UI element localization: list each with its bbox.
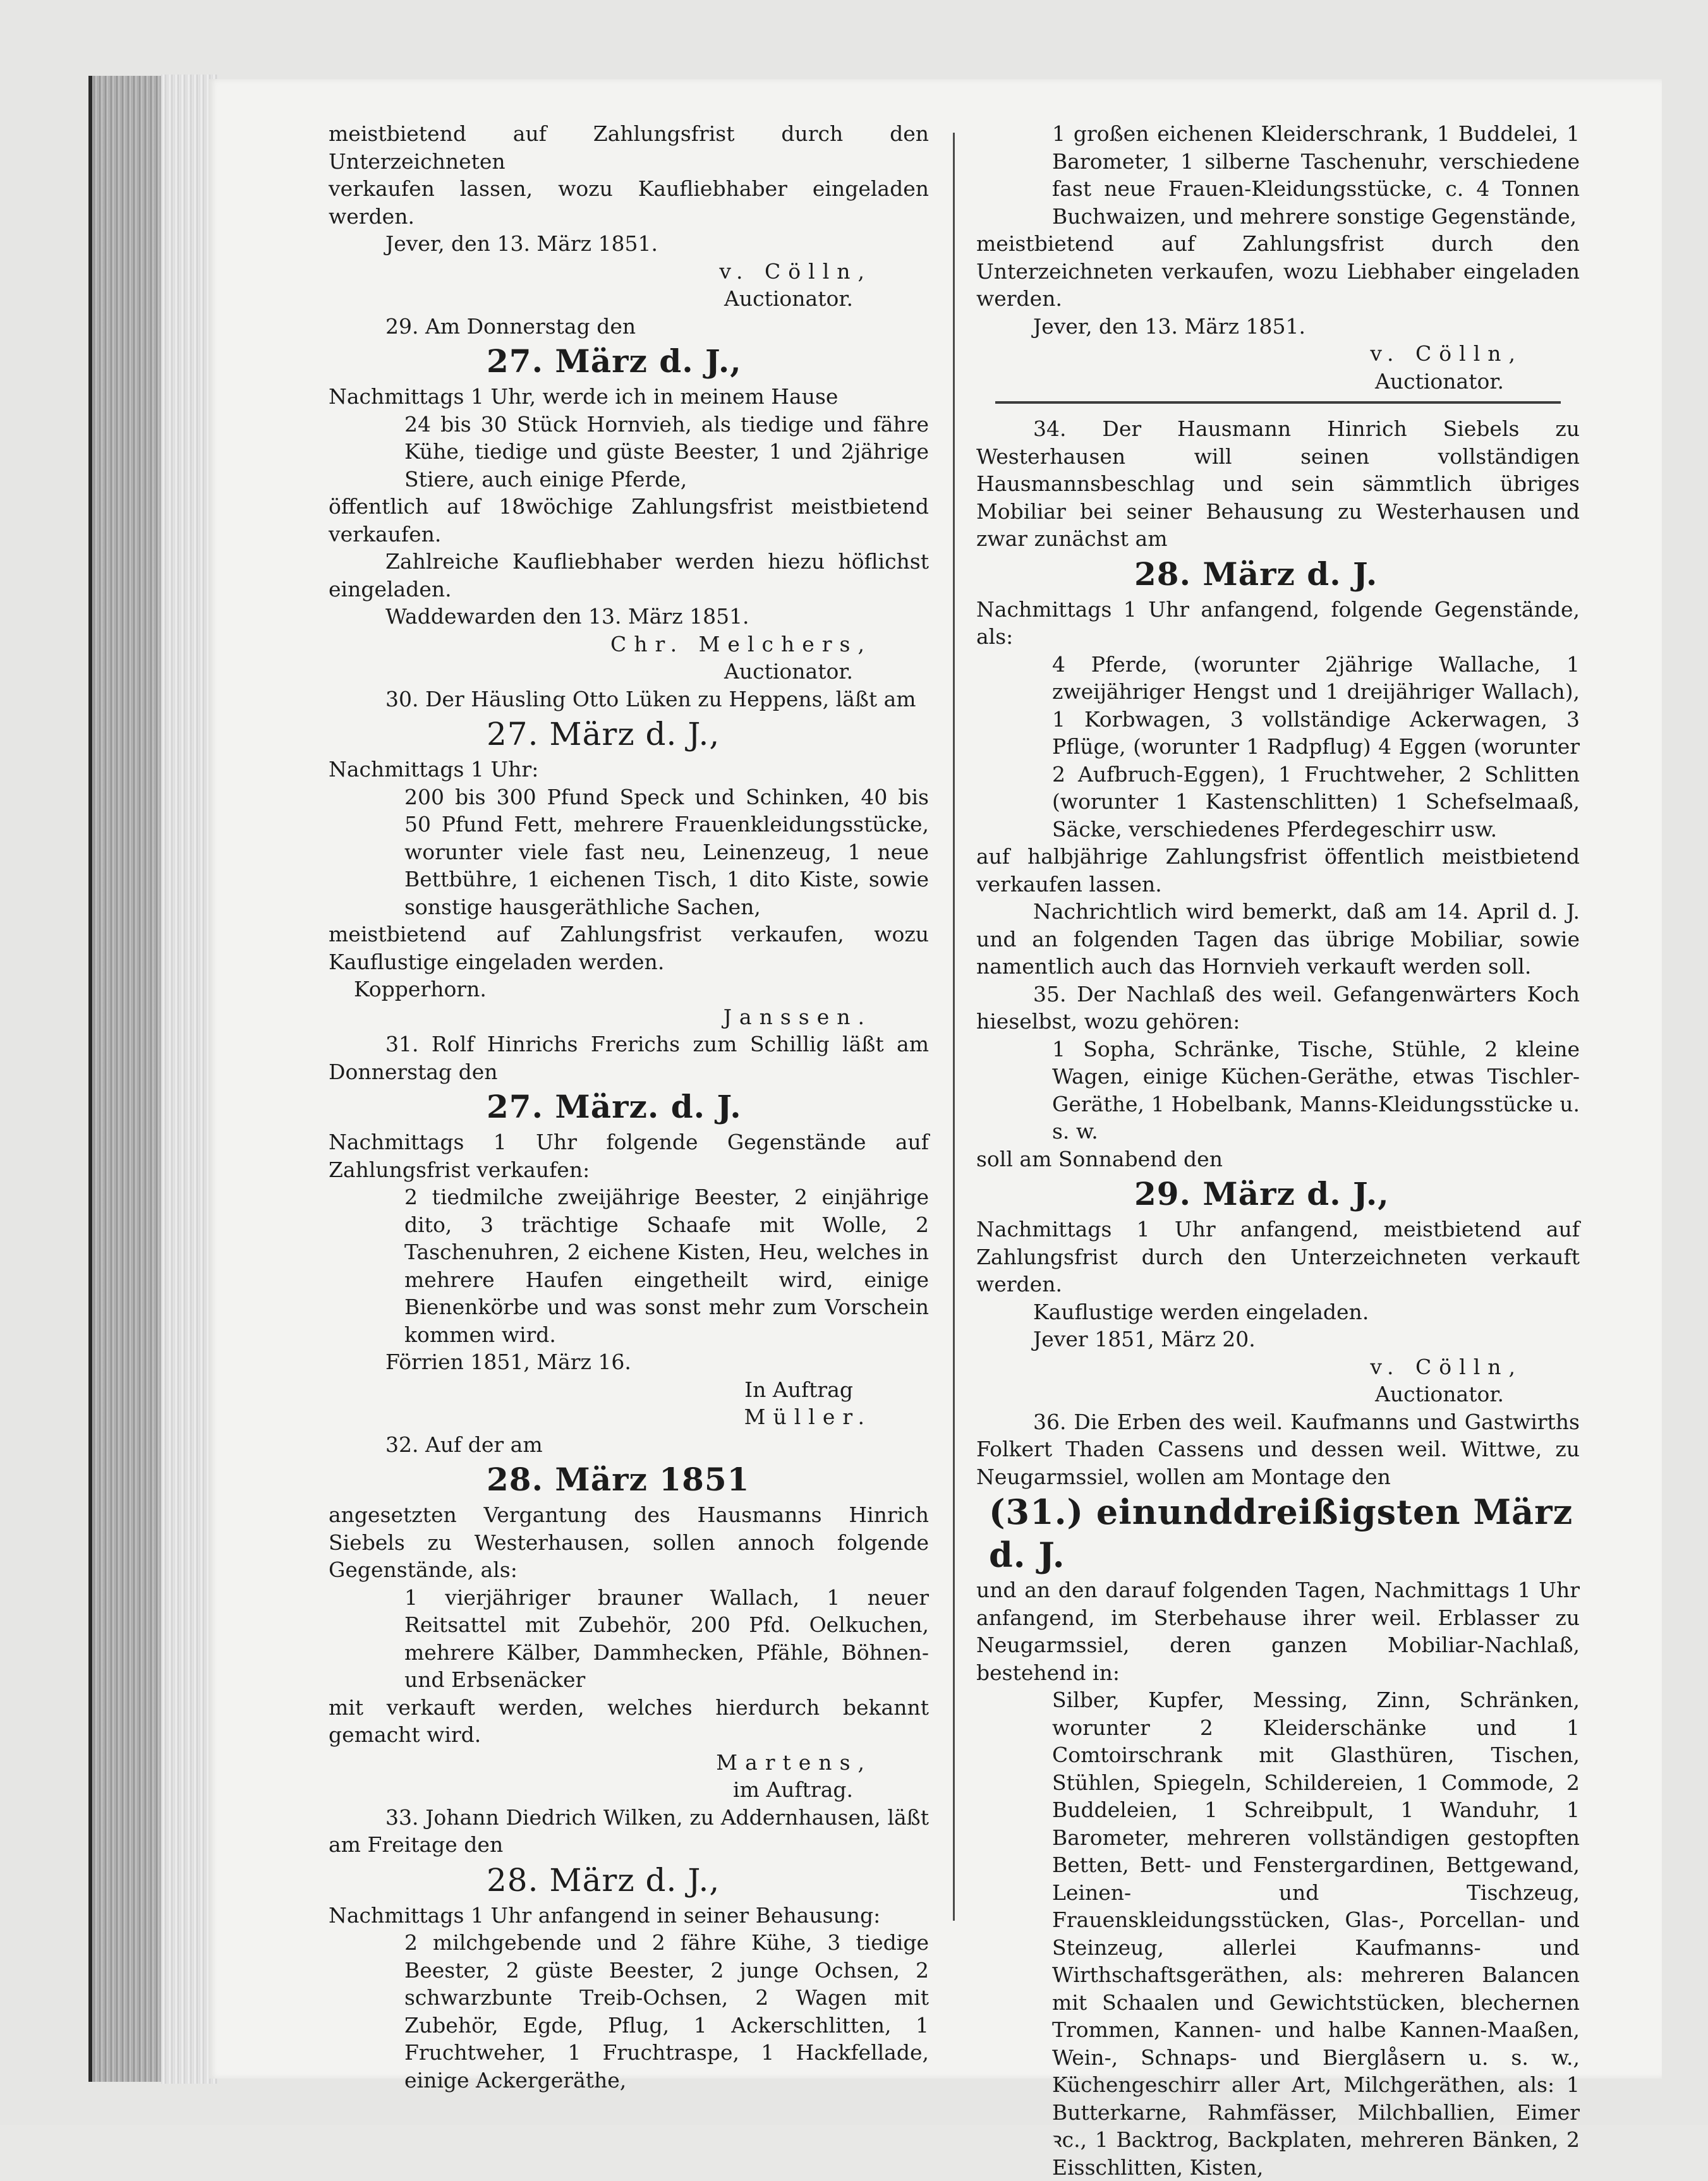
notice-33-items: 2 milchgebende und 2 fähre Kühe, 3 tiedige Beester, 2 güste Beester, 2 junge Ochsen, 2 schwarzbunte Treib-Ochsen, 2 Wagen mit Zubehör, Egde, Pflug, 1 Ackerschlitten, 1 Fruchtweher, 1 Fruchtraspe, 1 Hackfellade, einige Ackergeräthe, — [329, 1929, 929, 2094]
notice-29 — [329, 313, 929, 686]
notice-29-date-heading: 27. März d. J., — [329, 340, 929, 383]
section-rule — [995, 401, 1561, 404]
book-spine — [88, 76, 168, 2082]
left-column — [329, 120, 929, 1978]
continuation-items: 1 großen eichenen Kleiderschrank, 1 Buddelei, 1 Barometer, 1 silberne Taschenuhr, verschiedene fast neue Frauen-Kleidungsstücke, c. 4 Tonnen Buchwaizen, und mehrere sonstige Gegenstände, — [976, 120, 1580, 230]
notice-30-text1: Nachmittags 1 Uhr: — [329, 756, 929, 783]
notice-29-items: 24 bis 30 Stück Hornvieh, als tiedige und fähre Kühe, tiedige und güste Beester, 1 und 2jährige Stiere, auch einige Pferde, — [329, 411, 929, 493]
notice-33-opening: 33. Johann Diedrich Wilken, zu Addernhausen, läßt am Freitage den — [329, 1804, 929, 1859]
notice-34-items: 4 Pferde, (worunter 2jährige Wallache, 1 zweijähriger Hengst und 1 dreijähriger Wallach), 1 Korbwagen, 3 vollständige Ackerwagen, 3 Pflüge, (worunter 1 Radpflug) 4 Eggen (worunter 2 Aufbruch-Eggen), 1 Fruchtweher, 2 Schlitten (worunter 1 Kastenschlitten) 1 Schefselmaaß, Säcke, verschiedenes Pferdegeschirr usw. — [976, 651, 1580, 843]
notice-35-place-date: Jever 1851, März 20. — [976, 1326, 1580, 1353]
notice-34 — [976, 415, 1580, 981]
notice-32-date-heading: 28. März 1851 — [329, 1458, 929, 1501]
notice-30-place: Kopperhorn. — [329, 976, 929, 1003]
continuation-place-date: Jever, den 13. März 1851. — [976, 313, 1580, 341]
notice-35-text2: Nachmittags 1 Uhr anfangend, meistbietend auf Zahlungsfrist durch den Unterzeichneten verkauft werden. — [976, 1216, 1580, 1298]
notice-30-signature: Janssen. — [329, 1003, 929, 1031]
notice-31-date-heading: 27. März. d. J. — [329, 1085, 929, 1128]
right-column — [976, 120, 1580, 1978]
notice-35-opening: 35. Der Nachlaß des weil. Gefangenwärters Koch hieselbst, wozu gehören: — [976, 981, 1580, 1036]
intro-line-2: verkaufen lassen, wozu Kaufliebhaber eingeladen werden. — [329, 175, 929, 230]
intro-place-date: Jever, den 13. März 1851. — [329, 230, 929, 258]
notice-32 — [329, 1431, 929, 1804]
notice-33 — [329, 1804, 929, 2094]
notice-34-text1: Nachmittags 1 Uhr anfangend, folgende Gegenstände, als: — [976, 596, 1580, 651]
notice-31-items: 2 tiedmilche zweijährige Beester, 2 einjährige dito, 3 trächtige Schaafe mit Wolle, 2 Taschenuhren, 2 eichene Kisten, Heu, welches in mehrere Haufen eingetheilt wird, einige Bienenkörbe und was sonst mehr zum Vorschein kommen wird. — [329, 1183, 929, 1348]
notice-31-signature-line2: Müller. — [329, 1403, 929, 1431]
notice-35 — [976, 981, 1580, 1408]
notice-30-opening: 30. Der Häusling Otto Lüken zu Heppens, läßt am — [329, 686, 929, 713]
notice-35-text1: soll am Sonnabend den — [976, 1145, 1580, 1173]
notice-30-items: 200 bis 300 Pfund Speck und Schinken, 40 bis 50 Pfund Fett, mehrere Frauenkleidungsstücke, worunter viele fast neu, Leinenzeug, 1 neue Bettbühre, 1 eichenen Tisch, 1 dito Kiste, sowie sonstige hausgeräthliche Sachen, — [329, 783, 929, 921]
continuation-text: meistbietend auf Zahlungsfrist durch den Unterzeichneten verkaufen, wozu Liebhaber eingeladen werden. — [976, 230, 1580, 313]
notice-29-opening: 29. Am Donnerstag den — [329, 313, 929, 341]
notice-29-place-date: Waddewarden den 13. März 1851. — [329, 603, 929, 631]
notice-32-signature-line1: Martens, — [329, 1749, 929, 1777]
notice-34-date-heading: 28. März d. J. — [976, 553, 1580, 596]
notice-31-text1: Nachmittags 1 Uhr folgende Gegenstände auf Zahlungsfrist verkaufen: — [329, 1128, 929, 1183]
notice-35-signature-name: v. Cölln, — [976, 1353, 1580, 1381]
notice-29-signature-name: Chr. Melchers, — [329, 631, 929, 658]
notice-36-opening: 36. Die Erben des weil. Kaufmanns und Gastwirths Folkert Thaden Cassens und dessen weil. Wittwe, zu Neugarmssiel, wollen am Montage den — [976, 1408, 1580, 1491]
notice-32-text1: angesetzten Vergantung des Hausmanns Hinrich Siebels zu Westerhausen, sollen annoch folgende Gegenstände, als: — [329, 1501, 929, 1584]
notice-31-signature-line1: In Auftrag — [329, 1376, 929, 1404]
notice-34-text3: Nachrichtlich wird bemerkt, daß am 14. April d. J. und an folgenden Tagen das übrige Mobiliar, sowie namentlich auch das Hornvieh verkauft werden soll. — [976, 898, 1580, 981]
notice-35-date-heading: 29. März d. J., — [976, 1173, 1580, 1216]
notice-32-text2: mit verkauft werden, welches hierdurch bekannt gemacht wird. — [329, 1694, 929, 1749]
continuation-signature-name: v. Cölln, — [976, 340, 1580, 368]
notice-29-text2: öffentlich auf 18wöchige Zahlungsfrist meistbietend verkaufen. — [329, 493, 929, 548]
notice-31-place-date: Förrien 1851, März 16. — [329, 1348, 929, 1376]
notice-33-date-heading: 28. März d. J., — [329, 1859, 929, 1902]
notice-30 — [329, 686, 929, 1031]
continuation-signature-title: Auctionator. — [976, 368, 1580, 396]
notice-31-opening: 31. Rolf Hinrichs Frerichs zum Schillig läßt am Donnerstag den — [329, 1030, 929, 1085]
notice-30-date-heading: 27. März d. J., — [329, 713, 929, 756]
notice-36-text1: und an den darauf folgenden Tagen, Nachmittags 1 Uhr anfangend, im Sterbehause ihrer weil. Erblasser zu Neugarmssiel, deren ganzen Mobiliar-Nachlaß, bestehend in: — [976, 1576, 1580, 1686]
notice-35-items: 1 Sopha, Schränke, Tische, Stühle, 2 kleine Wagen, einige Küchen-Geräthe, etwas Tischler-Geräthe, 1 Hobelbank, Manns-Kleidungsstücke u. s. w. — [976, 1036, 1580, 1145]
intro-signature-name: v. Cölln, — [329, 258, 929, 286]
notice-35-text3: Kauflustige werden eingeladen. — [976, 1298, 1580, 1326]
notice-31 — [329, 1030, 929, 1431]
intro-signature-title: Auctionator. — [329, 285, 929, 313]
notice-29-signature-title: Auctionator. — [329, 658, 929, 686]
notice-35-signature-title: Auctionator. — [976, 1380, 1580, 1408]
notice-33-text1: Nachmittags 1 Uhr anfangend in seiner Behausung: — [329, 1902, 929, 1930]
notice-34-opening: 34. Der Hausmann Hinrich Siebels zu Westerhausen will seinen vollständigen Hausmannsbeschlag und sein sämmtlich übriges Mobiliar bei seiner Behausung zu Westerhausen und zwar zunächst am — [976, 415, 1580, 553]
notice-32-opening: 32. Auf der am — [329, 1431, 929, 1459]
notice-29-text1: Nachmittags 1 Uhr, werde ich in meinem Hause — [329, 383, 929, 411]
notice-32-items: 1 vierjähriger brauner Wallach, 1 neuer Reitsattel mit Zubehör, 200 Pfd. Oelkuchen, mehrere Kälber, Dammhecken, Pfähle, Böhnen- und Erbsenäcker — [329, 1584, 929, 1694]
intro-line-1: meistbietend auf Zahlungsfrist durch den Unterzeichneten — [329, 120, 929, 175]
notice-29-text3: Zahlreiche Kaufliebhaber werden hiezu höflichst eingeladen. — [329, 548, 929, 603]
column-divider — [953, 133, 955, 1921]
notice-36-date-heading: (31.) einunddreißigsten März d. J. — [976, 1490, 1580, 1576]
notice-30-text2: meistbietend auf Zahlungsfrist verkaufen, wozu Kauflustige eingeladen werden. — [329, 921, 929, 976]
notice-36 — [976, 1408, 1580, 2181]
notice-36-items: Silber, Kupfer, Messing, Zinn, Schränken, worunter 2 Kleiderschänke und 1 Comtoirschrank mit Glasthüren, Tischen, Stühlen, Spiegeln, Schildereien, 1 Commode, 2 Buddeleien, 1 Schreibpult, 1 Wanduhr, 1 Barometer, mehreren vollständigen gestopften Betten, Bett- und Fenstergardinen, Bettgewand, Leinen- und Tischzeug, Frauenskleidungsstücken, Glas-, Porcellan- und Steinzeug, allerlei Kaufmanns- und Wirthschaftsgeräthen, als: mehreren Balancen mit Schaalen und Gewichtstücken, blechernen Trommen, Kannen- und halbe Kannen-Maaßen, Wein-, Schnaps- und Bierglåsern u. s. w., Küchengeschirr aller Art, Milchgeräthen, als: 1 Butterkarne, Rahmfässer, Milchballien, Eimer ꝛc., 1 Backtrog, Backplaten, mehreren Bänken, 2 Eisschlitten, Kisten, — [976, 1686, 1580, 2181]
notice-32-signature-line2: im Auftrag. — [329, 1776, 929, 1804]
notice-34-text2: auf halbjährige Zahlungsfrist öffentlich meistbietend verkaufen lassen. — [976, 843, 1580, 898]
